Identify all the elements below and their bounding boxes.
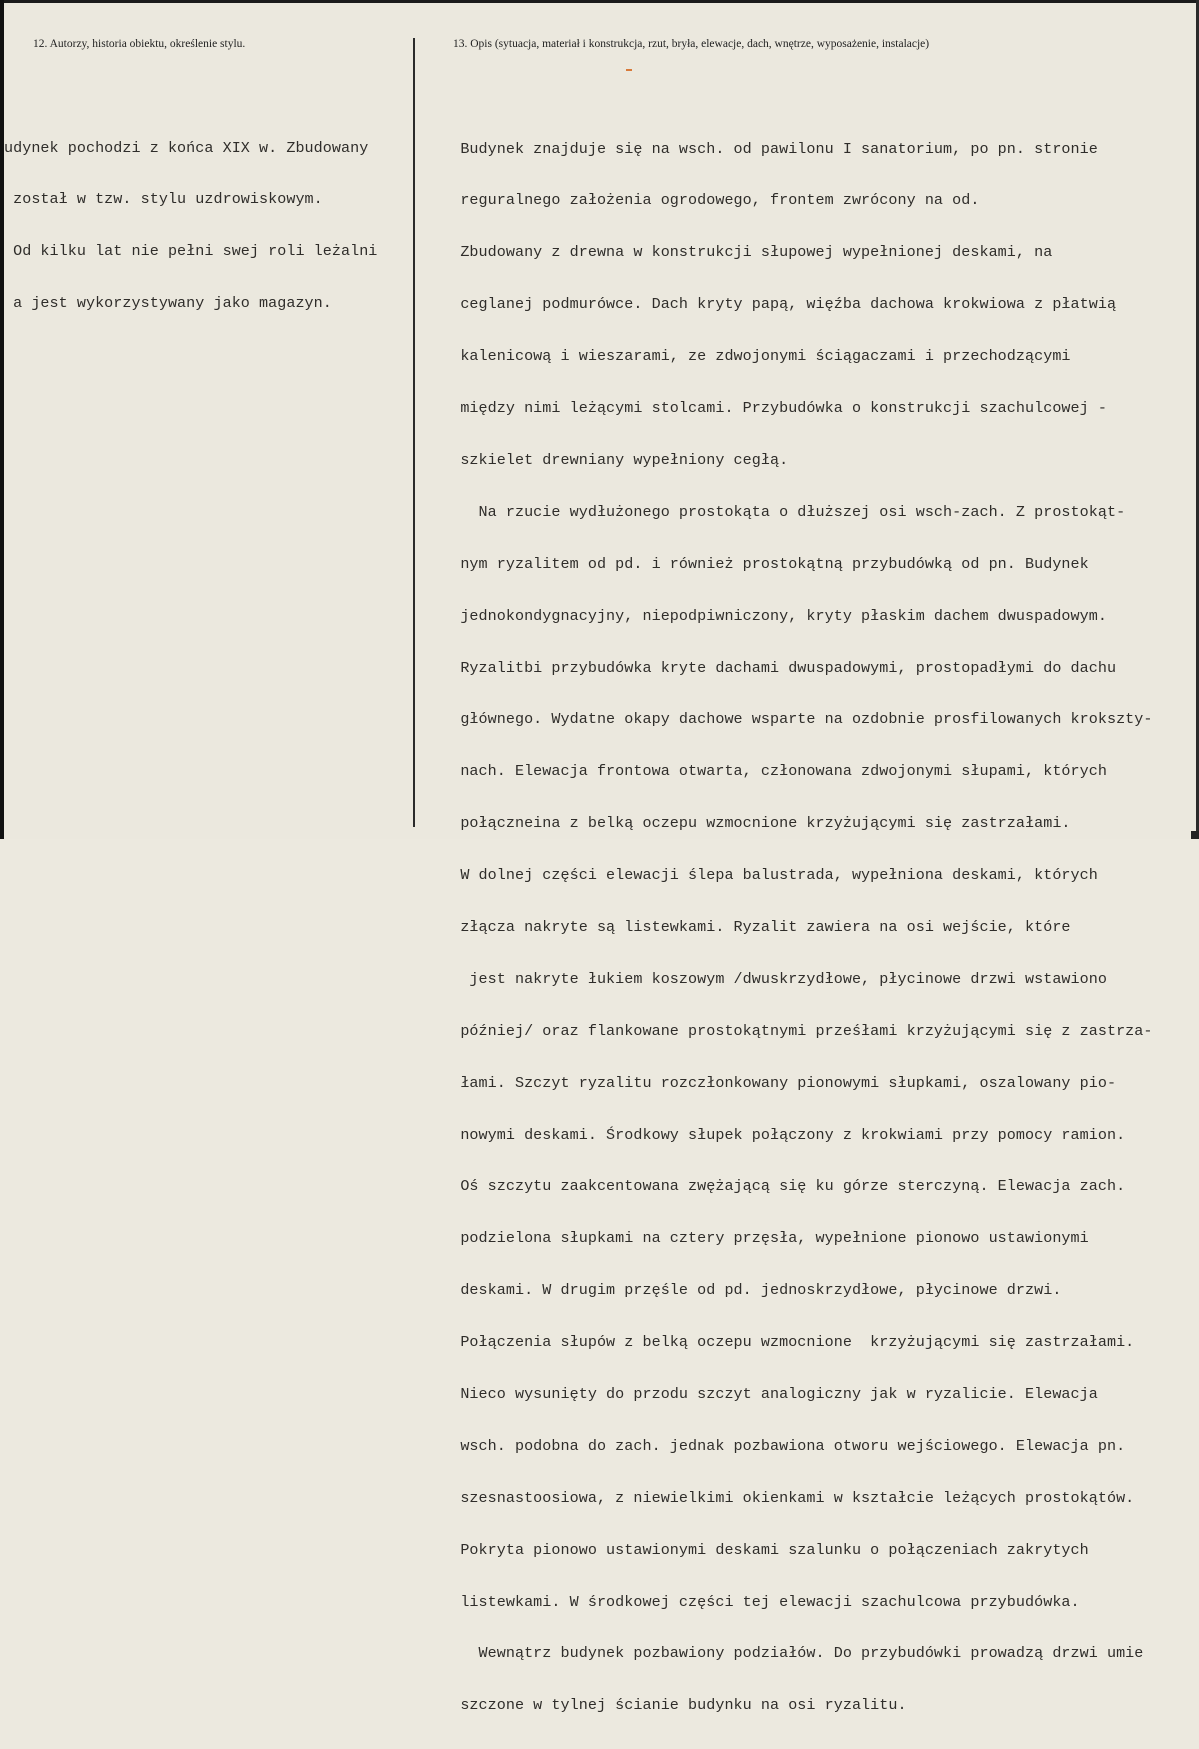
description-line: złącza nakryte są listewkami. Ryzalit zawiera na osi wejście, które [433,917,1071,936]
description-line: reguralnego założenia ogrodowego, frontem zwrócony na od. [433,191,980,210]
description-line: Budynek znajduje się na wsch. od pawilonu I sanatorium, po pn. stronie [433,139,1098,158]
description-line: jednokondygnacyjny, niepodpiwniczony, kryty płaskim dachem dwuspadowym. [433,606,1107,625]
description-line: Pokryta pionowo ustawionymi deskami szalunku o połączeniach zakrytych [433,1540,1089,1559]
history-line: a jest wykorzystywany jako magazyn. [4,294,332,313]
description-line: między nimi leżącymi stolcami. Przybudówka o konstrukcji szachulcowej - [433,399,1107,418]
description-line: podzielona słupkami na cztery przęsła, wypełnione pionowo ustawionymi [433,1229,1089,1248]
description-line: jest nakryte łukiem koszowym /dwuskrzydłowe, płycinowe drzwi wstawiono [433,969,1107,988]
description-line: Ryzalitbi przybudówka kryte dachami dwuspadowymi, prostopadłymi do dachu [433,658,1117,677]
description-line: nowymi deskami. Środkowy słupek połączony z krokwiami przy pomocy ramion. [433,1125,1126,1144]
section-13-heading: 13. Opis (sytuacja, materiał i konstrukcja, rzut, bryła, elewacje, dach, wnętrze, wyposażenie, instalacje) [453,38,930,50]
description-line: szkielet drewniany wypełniony cegłą. [433,450,789,469]
description-line: W dolnej części elewacji ślepa balustrada, wypełniona deskami, których [433,866,1098,885]
description-line: Na rzucie wydłużonego prostokąta o dłuższej osi wsch-zach. Z prostokąt- [433,502,1126,521]
description-line: Oś szczytu zaakcentowana zwężającą się ku górze sterczyną. Elewacja zach. [433,1177,1126,1196]
description-line: głównego. Wydatne okapy dachowe wsparte na ozdobnie prosfilowanych krokszty- [433,710,1153,729]
description-line: ceglanej podmurówce. Dach kryty papą, więźba dachowa krokwiowa z płatwią [433,295,1117,314]
history-line: udynek pochodzi z końca XIX w. Zbudowany [4,138,369,157]
description-line: szesnastoosiowa, z niewielkimi okienkami w kształcie leżących prostokątów. [433,1488,1135,1507]
top-border [0,0,1199,3]
description-line: połączneina z belką oczepu wzmocnione krzyżującymi się zastrzałami. [433,814,1071,833]
description-line: Nieco wysunięty do przodu szczyt analogiczny jak w ryzalicie. Elewacja [433,1384,1098,1403]
description-line: Wewnątrz budynek pozbawiony podziałów. Do przybudówki prowadzą drzwi umie [433,1644,1144,1663]
description-line: listewkami. W środkowej części tej elewacji szachulcowa przybudówka. [433,1592,1080,1611]
history-text [4,105,377,347]
description-line: nach. Elewacja frontowa otwarta, członowana zdwojonymi słupami, których [433,762,1107,781]
description-line: nym ryzalitem od pd. i również prostokątną przybudówką od pn. Budynek [433,554,1089,573]
description-line: Połączenia słupów z belką oczepu wzmocnione krzyżującymi się zastrzałami. [433,1333,1135,1352]
description-line: deskami. W drugim przęśle od pd. jednoskrzydłowe, płycinowe drzwi. [433,1281,1062,1300]
description-line: kalenicową i wieszarami, ze zdwojonymi ściągaczami i przechodzącymi [433,347,1071,366]
history-line: Od kilku lat nie pełni swej roli leżalni [4,242,378,261]
section-12-heading: 12. Autorzy, historia obiektu, określenie stylu. [33,38,246,50]
orange-dash-mark [626,69,632,71]
description-text [433,106,1153,1749]
description-line: wsch. podobna do zach. jednak pozbawiona otworu wejściowego. Elewacja pn. [433,1436,1126,1455]
description-line: Zbudowany z drewna w konstrukcji słupowej wypełnionej deskami, na [433,243,1053,262]
description-line: łami. Szczyt ryzalitu rozczłonkowany pionowymi słupkami, oszalowany pio- [433,1073,1117,1092]
history-line: został w tzw. stylu uzdrowiskowym. [4,190,323,209]
description-line: później/ oraz flankowane prostokątnymi prześłami krzyżującymi się z zastrza- [433,1021,1153,1040]
column-divider [413,38,415,827]
corner-mark [1191,831,1199,839]
description-line: szczone w tylnej ścianie budynku na osi ryzalitu. [433,1696,907,1715]
